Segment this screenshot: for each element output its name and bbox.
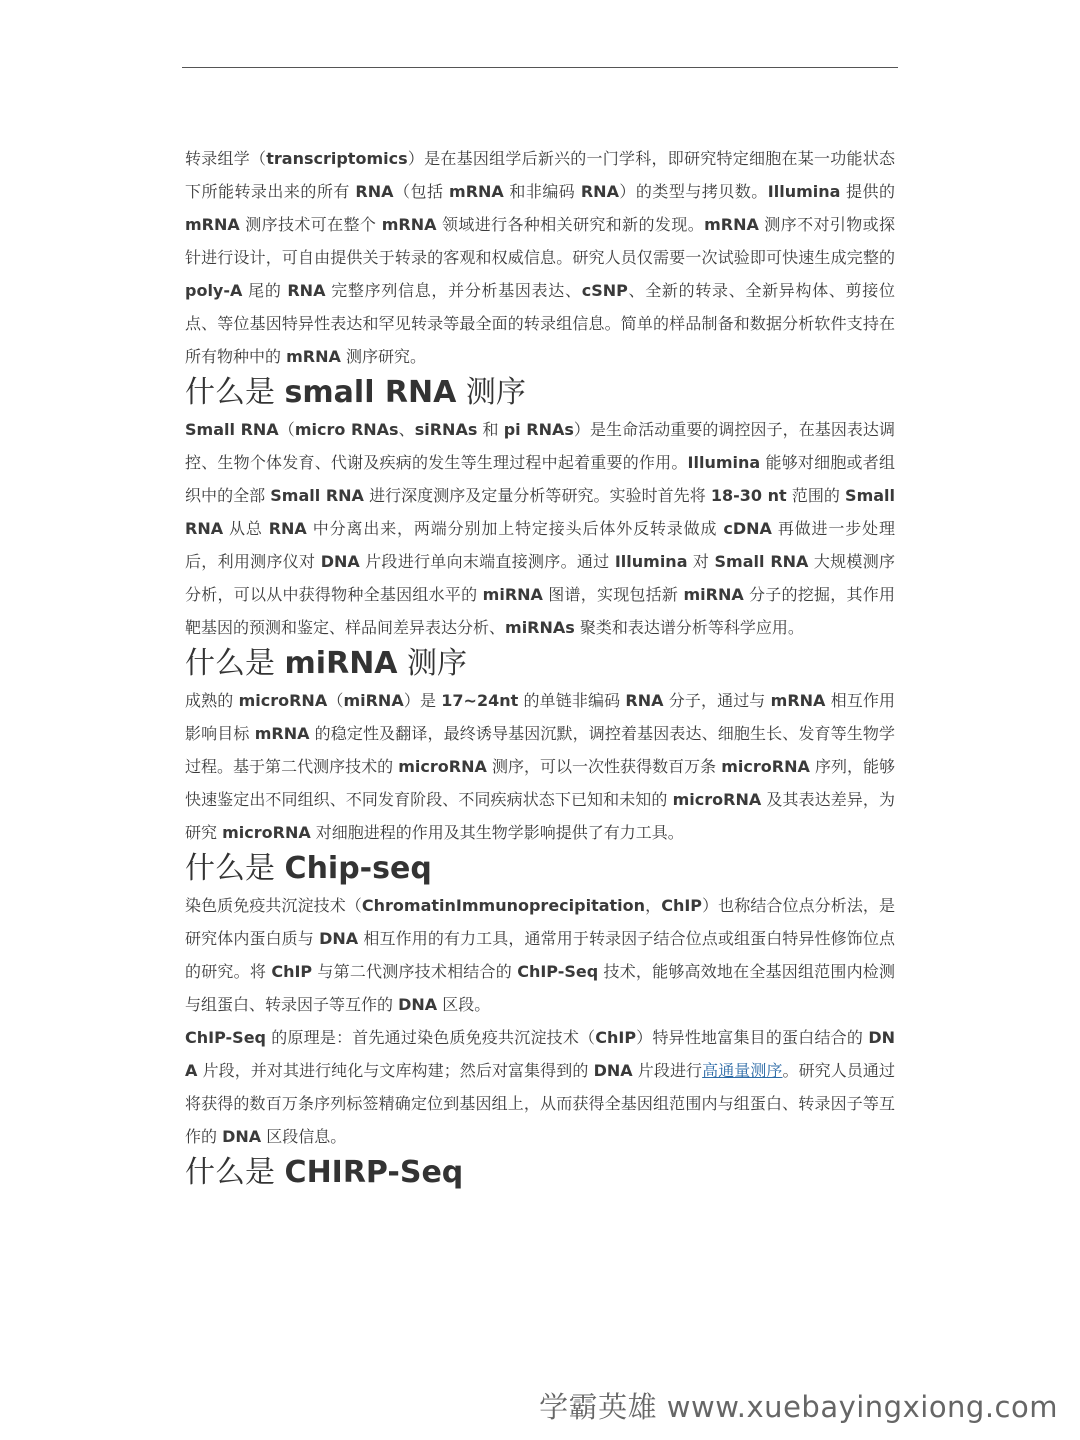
chip-seq-paragraph-2: ChIP-Seq 的原理是：首先通过染色质免疫共沉淀技术（ChIP）特异性地富集目的蛋白结合的 DNA 片段，并对其进行纯化与文库构建；然后对富集得到的 DNA 片段进行高通量测序。研究人员通过将获得的数百万条序列标签精确定位到基因组上，从而获得全基因组范围内与组蛋白、转录因子等互作的 DNA 区段信息。: [185, 1028, 895, 1146]
heading-mirna: 什么是 miRNA 测序: [185, 646, 468, 681]
high-throughput-sequencing-link[interactable]: 高通量测序: [702, 1061, 783, 1080]
document-body: [185, 142, 895, 1193]
chip-seq-paragraph-1: 染色质免疫共沉淀技术（ChromatinImmunoprecipitation，ChIP）也称结合位点分析法，是研究体内蛋白质与 DNA 相互作用的有力工具，通常用于转录因子结合位点或组蛋白特异性修饰位点的研究。将 ChIP 与第二代测序技术相结合的 ChIP-Seq 技术，能够高效地在全基因组范围内检测与组蛋白、转录因子等互作的 DNA 区段。: [185, 896, 895, 1014]
mirna-paragraph: 成熟的 microRNA（miRNA）是 17~24nt 的单链非编码 RNA 分子，通过与 mRNA 相互作用影响目标 mRNA 的稳定性及翻译，最终诱导基因沉默，调控着基因表达、细胞生长、发育等生物学过程。基于第二代测序技术的 microRNA 测序，可以一次性获得数百万条 microRNA 序列，能够快速鉴定出不同组织、不同发育阶段、不同疾病状态下已知和未知的 microRNA 及其表达差异，为研究 microRNA 对细胞进程的作用及其生物学影响提供了有力工具。: [185, 691, 895, 842]
heading-chip-seq: 什么是 Chip-seq: [185, 851, 432, 886]
heading-small-rna: 什么是 small RNA 测序: [185, 375, 526, 410]
small-rna-paragraph: Small RNA（micro RNAs、siRNAs 和 pi RNAs）是生命活动重要的调控因子，在基因表达调控、生物个体发育、代谢及疾病的发生等生理过程中起着重要的作用。Illumina 能够对细胞或者组织中的全部 Small RNA 进行深度测序及定量分析等研究。实验时首先将 18-30 nt 范围的 Small RNA 从总 RNA 中分离出来，两端分别加上特定接头后体外反转录做成 cDNA 再做进一步处理后，利用测序仪对 DNA 片段进行单向末端直接测序。通过 Illumina 对 Small RNA 大规模测序分析，可以从中获得物种全基因组水平的 miRNA 图谱，实现包括新 miRNA 分子的挖掘，其作用靶基因的预测和鉴定、样品间差异表达分析、miRNAs 聚类和表达谱分析等科学应用。: [185, 420, 896, 637]
transcriptomics-paragraph: 转录组学（transcriptomics）是在基因组学后新兴的一门学科，即研究特定细胞在某一功能状态下所能转录出来的所有 RNA（包括 mRNA 和非编码 RNA）的类型与拷贝数。Illumina 提供的 mRNA 测序技术可在整个 mRNA 领域进行各种相关研究和新的发现。mRNA 测序不对引物或探针进行设计，可自由提供关于转录的客观和权威信息。研究人员仅需要一次试验即可快速生成完整的 poly-A 尾的 RNA 完整序列信息，并分析基因表达、cSNP、全新的转录、全新异构体、剪接位点、等位基因特异性表达和罕见转录等最全面的转录组信息。简单的样品制备和数据分析软件支持在所有物种中的 mRNA 测序研究。: [185, 149, 895, 366]
top-rule: [182, 67, 898, 68]
site-watermark: 学霸英雄 www.xuebayingxiong.com: [539, 1390, 1058, 1424]
heading-chirp-seq: 什么是 CHIRP-Seq: [185, 1155, 464, 1190]
